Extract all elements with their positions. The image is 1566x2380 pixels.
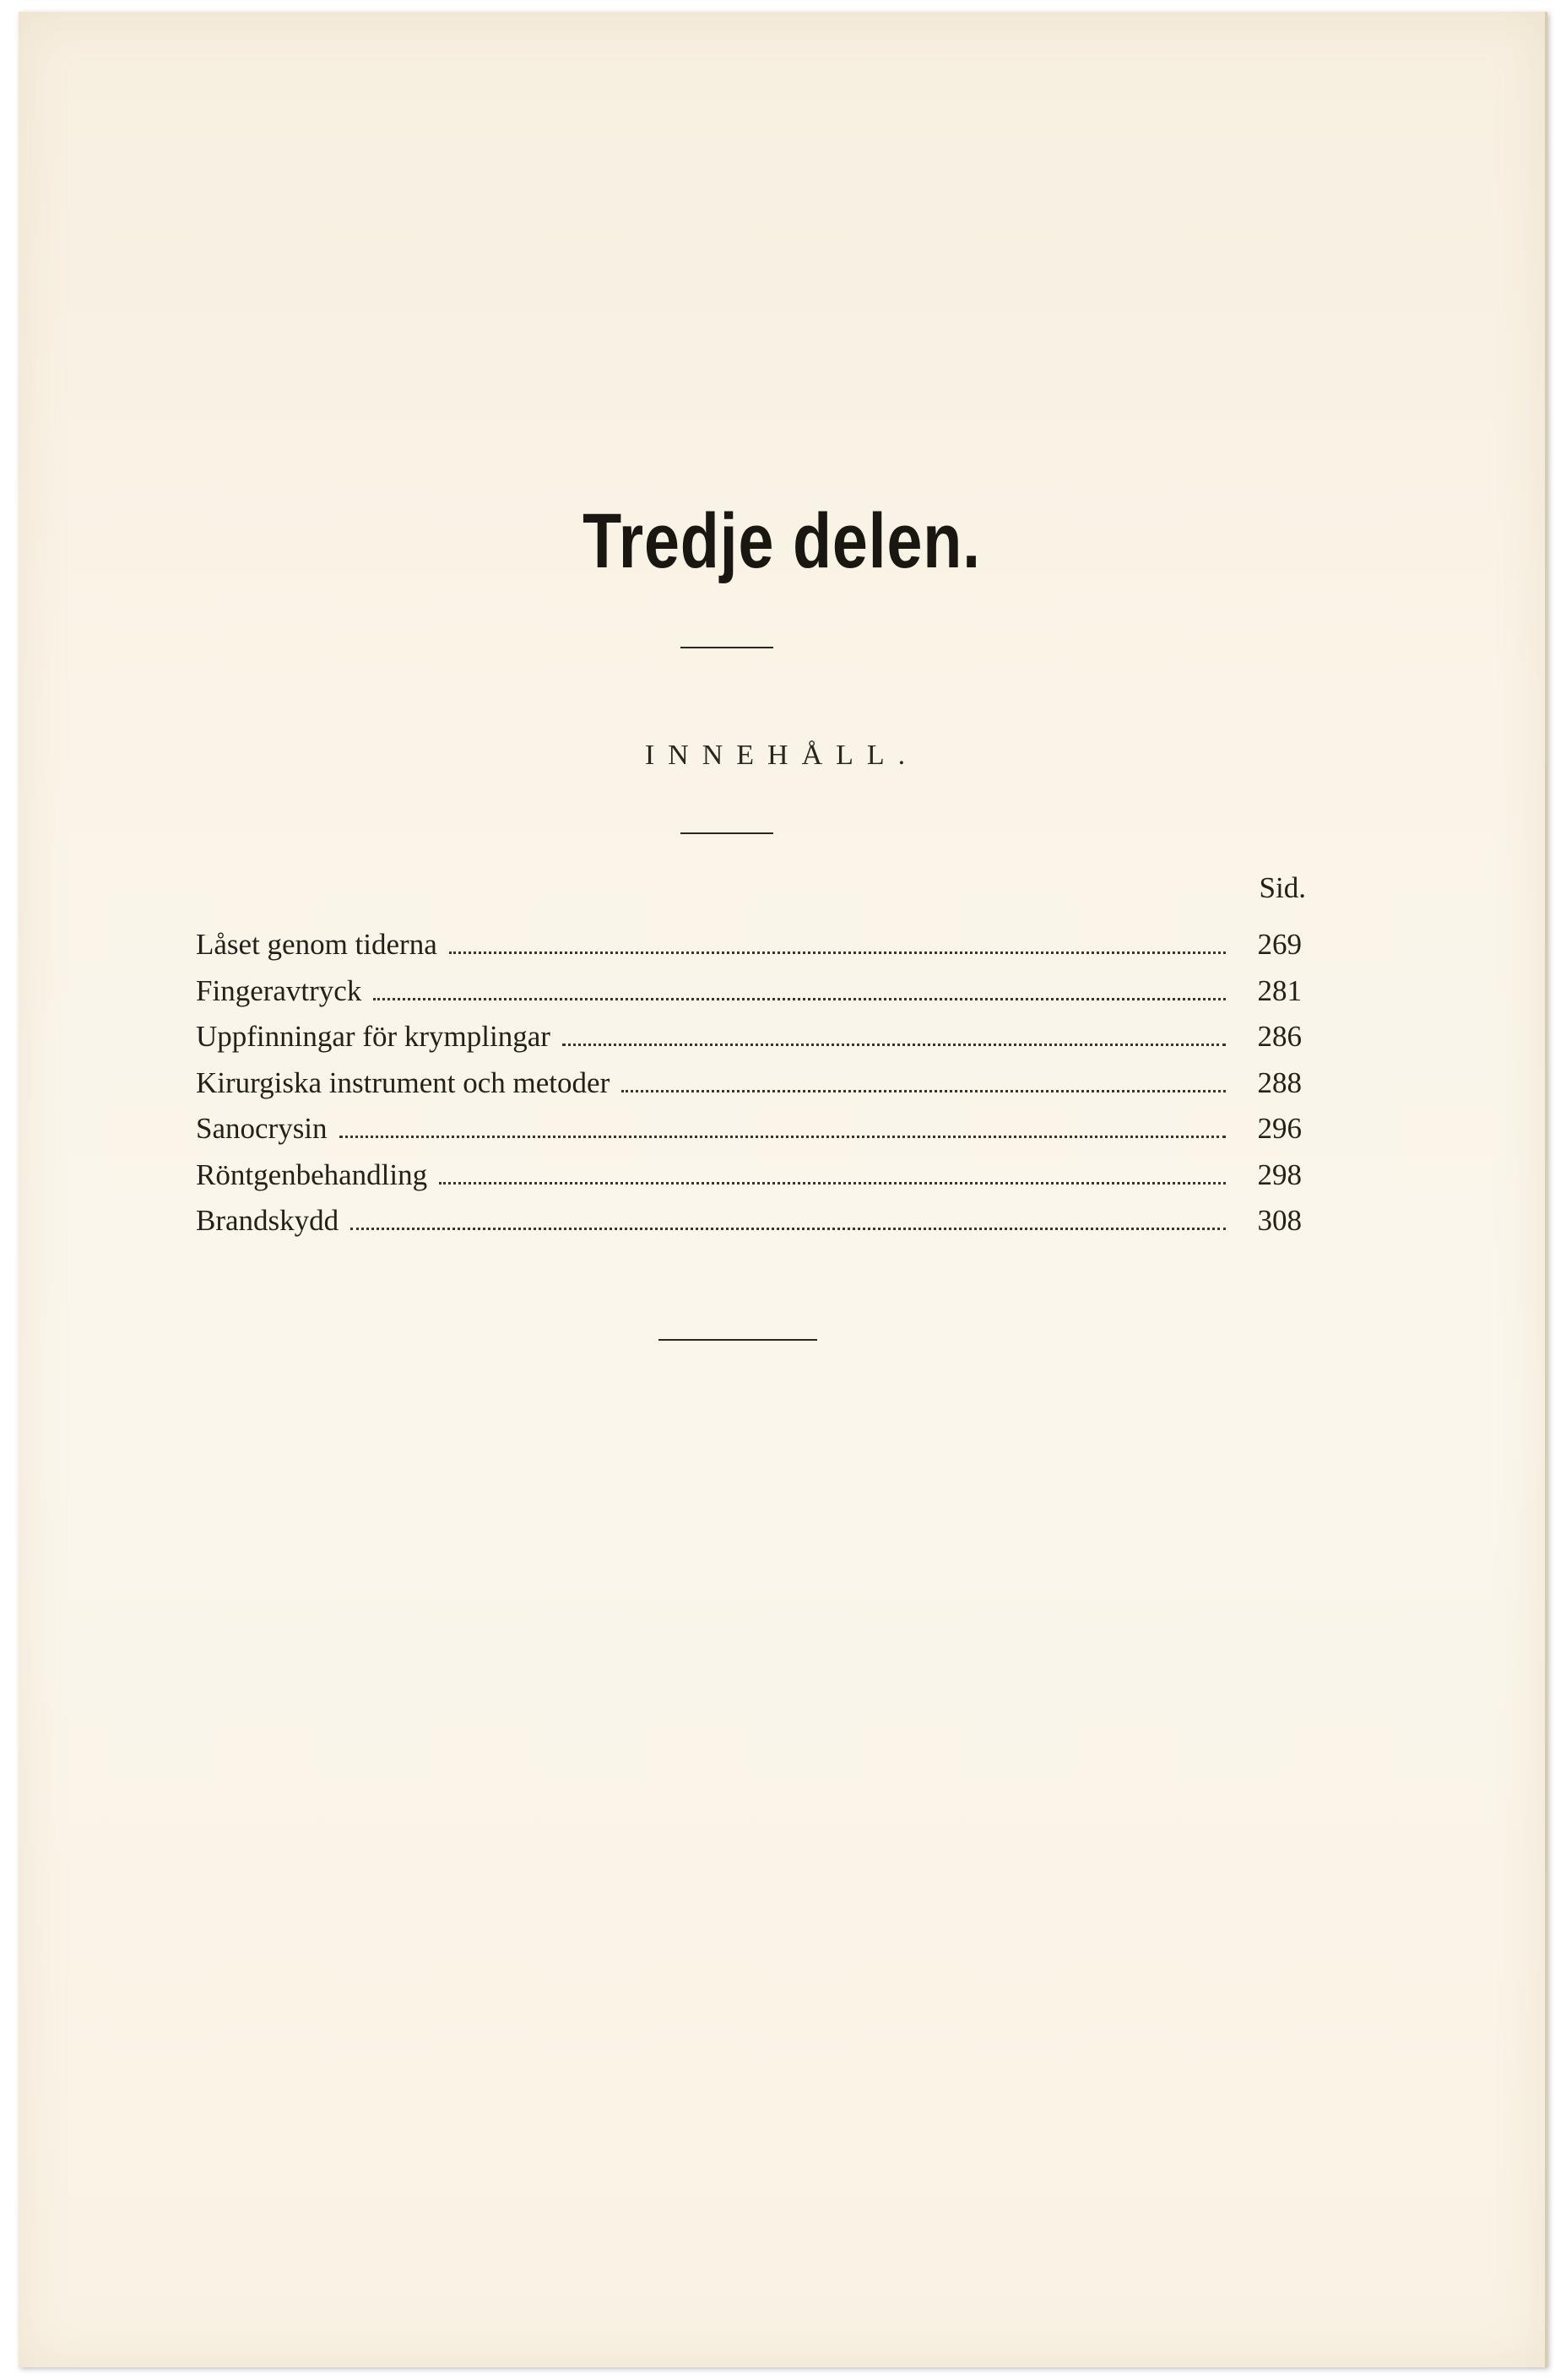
dot-leader	[439, 1182, 1226, 1185]
toc-entry-page: 296	[1257, 1112, 1302, 1145]
toc-entry	[196, 1066, 1302, 1113]
toc-entry	[196, 1158, 1302, 1205]
toc-entry-page: 286	[1257, 1020, 1302, 1053]
table-of-contents	[196, 928, 1302, 1250]
toc-entry-title: Uppfinningar för krymplingar	[196, 1020, 550, 1053]
heading-divider	[680, 832, 773, 834]
book-page	[19, 12, 1547, 2367]
toc-entry-page: 269	[1257, 928, 1302, 961]
toc-entry-page: 308	[1257, 1204, 1302, 1237]
toc-entry-title: Fingeravtryck	[196, 973, 362, 1007]
closing-divider	[658, 1339, 817, 1341]
part-title: Tredje delen.	[583, 498, 981, 584]
toc-entry-title: Kirurgiska instrument och metoder	[196, 1065, 610, 1099]
toc-entry-title: Sanocrysin	[196, 1112, 328, 1145]
toc-entry-page: 288	[1257, 1065, 1302, 1099]
dot-leader	[562, 1044, 1226, 1046]
dot-leader	[339, 1136, 1226, 1138]
dot-leader	[350, 1228, 1226, 1230]
contents-heading: INNEHÅLL.	[644, 740, 919, 771]
toc-entry	[196, 974, 1302, 1021]
toc-entry	[196, 928, 1302, 974]
page-column-label: Sid.	[1259, 871, 1306, 904]
dot-leader	[373, 998, 1226, 1000]
toc-entry	[196, 1204, 1302, 1250]
toc-entry	[196, 1112, 1302, 1158]
dot-leader	[621, 1090, 1226, 1092]
toc-entry-page: 298	[1257, 1157, 1302, 1191]
toc-entry-title: Brandskydd	[196, 1204, 339, 1237]
toc-entry-page: 281	[1257, 973, 1302, 1007]
toc-entry	[196, 1020, 1302, 1066]
toc-entry-title: Röntgenbehandling	[196, 1157, 428, 1191]
toc-entry-title: Låset genom tiderna	[196, 928, 437, 961]
title-divider	[680, 647, 773, 648]
dot-leader	[449, 951, 1226, 954]
